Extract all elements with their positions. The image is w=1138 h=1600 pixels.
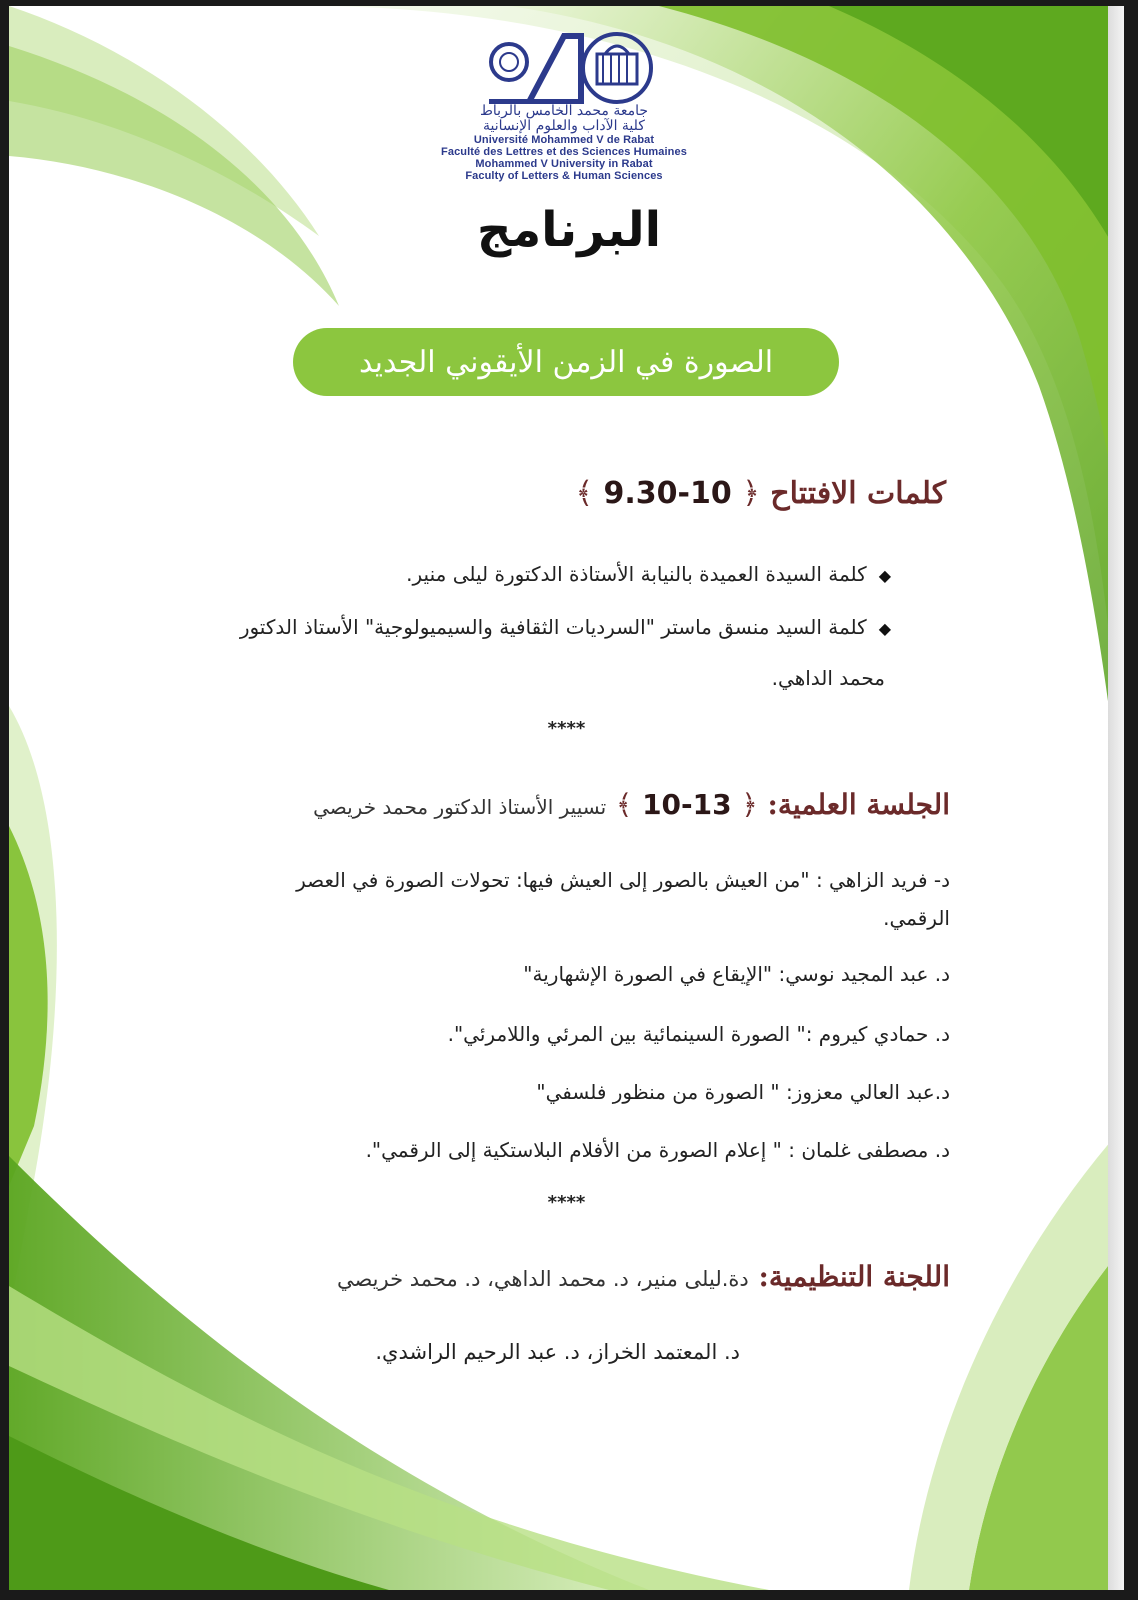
opening-item-2-continuation: محمد الداهي. xyxy=(771,666,885,690)
arabesque-ornament-icon: ﴿ xyxy=(741,788,758,821)
opening-label: كلمات الافتتاح xyxy=(770,476,946,511)
logo-english-university: Mohammed V University in Rabat xyxy=(475,158,653,170)
talk-1-continuation: الرقمي. xyxy=(883,906,950,930)
committee-label: اللجنة التنظيمية: xyxy=(758,1260,950,1293)
logo-english-faculty: Faculty of Letters & Human Sciences xyxy=(465,170,663,182)
session-time: 13-10 xyxy=(642,788,732,821)
talk-1: د- فريد الزاهي : "من العيش بالصور إلى العيش فيها: تحولات الصورة في العصر xyxy=(296,868,950,892)
separator: **** xyxy=(547,718,586,739)
opening-time: 10-9.30 xyxy=(603,476,732,511)
arabesque-ornament-icon: ﴾ xyxy=(575,476,594,511)
opening-heading xyxy=(575,476,946,511)
session-moderator: تسيير الأستاذ الدكتور محمد خريصي xyxy=(313,795,607,819)
separator: **** xyxy=(547,1192,586,1213)
logo-french-university: Université Mohammed V de Rabat xyxy=(473,134,655,146)
logo-arabic-university: جامعة محمد الخامس بالرباط xyxy=(479,103,649,119)
arabesque-ornament-icon: ﴿ xyxy=(742,476,760,511)
committee-heading xyxy=(337,1260,950,1293)
university-emblem-icon xyxy=(469,28,659,104)
page-title: البرنامج xyxy=(476,202,662,258)
opening-item-1-text: كلمة السيدة العميدة بالنيابة الأستاذة الدكتورة ليلى منير. xyxy=(406,562,867,586)
talk-4: د.عبد العالي معزوز: " الصورة من منظور فلسفي" xyxy=(536,1080,950,1104)
page-edge-shadow xyxy=(1108,6,1124,1590)
opening-item-2-text: كلمة السيد منسق ماستر "السرديات الثقافية والسيميولوجية" الأستاذ الدكتور xyxy=(239,615,867,639)
committee-line-2: د. المعتمد الخراز، د. عبد الرحيم الراشدي. xyxy=(375,1340,740,1364)
arabesque-ornament-icon: ﴾ xyxy=(615,788,633,821)
document-page xyxy=(9,6,1124,1590)
talk-3: د. حمادي كيروم :" الصورة السينمائية بين المرئي واللامرئي". xyxy=(447,1022,950,1046)
event-title-text: الصورة في الزمن الأيقوني الجديد xyxy=(358,344,774,380)
event-title-banner xyxy=(293,328,839,396)
diamond-bullet-icon: ◆ xyxy=(878,566,891,585)
diamond-bullet-icon: ◆ xyxy=(878,619,891,638)
university-logo xyxy=(429,28,699,193)
logo-french-faculty: Faculté des Lettres et des Sciences Humaines xyxy=(441,146,687,158)
logo-arabic-faculty: كلية الآداب والعلوم الإنسانية xyxy=(483,118,645,134)
committee-line-1: دة.ليلى منير، د. محمد الداهي، د. محمد خريصي xyxy=(336,1267,749,1291)
session-heading xyxy=(313,788,950,821)
talk-2: د. عبد المجيد نوسي: "الإيقاع في الصورة الإشهارية" xyxy=(523,962,950,986)
session-label: الجلسة العلمية: xyxy=(767,788,950,821)
opening-item-2 xyxy=(240,615,891,639)
opening-item-1 xyxy=(406,562,891,586)
talk-5: د. مصطفى غلمان : " إعلام الصورة من الأفلام البلاستكية إلى الرقمي". xyxy=(365,1138,950,1162)
